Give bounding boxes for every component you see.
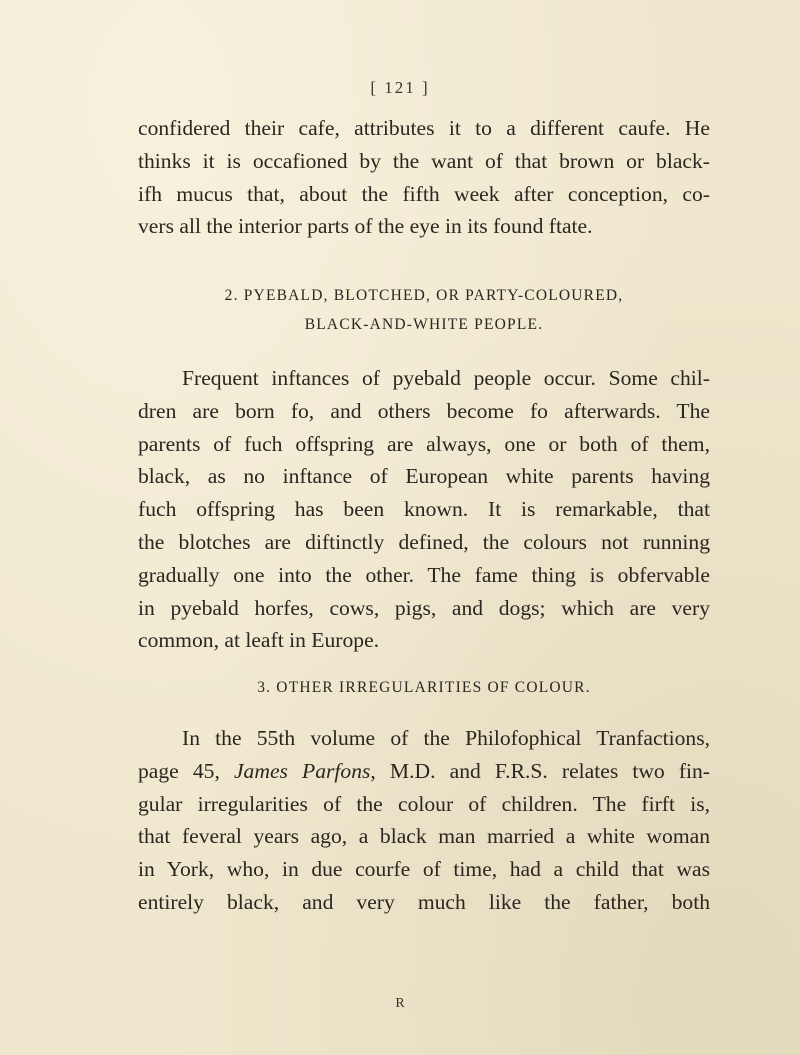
text-segment: , M.D. and F.R.S. relates two fin-	[370, 758, 710, 783]
text-line: in York, who, in due courfe of time, had a child that was	[138, 857, 710, 882]
signature-mark: R	[395, 996, 405, 1011]
text-line: gradually one into the other. The fame thing is obfervable	[138, 562, 710, 587]
text-line: gular irregularities of the colour of children. The firft is,	[138, 791, 710, 816]
text-line: in pyebald horfes, cows, pigs, and dogs; which are very	[138, 595, 710, 620]
text-segment: page 45,	[138, 758, 234, 783]
text-line: that feveral years ago, a black man married a white woman	[138, 824, 710, 849]
text-line: common, at leaft in Europe.	[138, 628, 380, 653]
text-line-content: thinks it is occafioned by the want of that brown or black-	[138, 148, 710, 173]
text-line	[138, 145, 710, 178]
paragraph-continuation	[138, 112, 710, 243]
text-line: In the 55th volume of the Philofophical Tranfactions,	[182, 726, 710, 750]
paragraph-irregularities	[138, 722, 710, 919]
text-line: entirely black, and very much like the father, both	[138, 889, 710, 914]
text-line: parents of fuch offspring are always, one or both of them,	[138, 431, 710, 456]
text-line: confidered their cafe, attributes it to a different caufe. He	[138, 116, 710, 140]
page-number-header: [ 121 ]	[370, 78, 430, 97]
section-heading-2-line2: BLACK-AND-WHITE PEOPLE.	[304, 316, 544, 333]
text-line: fuch offspring has been known. It is remarkable, that	[138, 497, 710, 522]
paragraph-pyebald	[138, 362, 710, 657]
text-line-content: ifh mucus that, about the fifth week after conception, co-	[138, 181, 710, 206]
text-line: Frequent inftances of pyebald people occur. Some chil-	[182, 366, 710, 390]
section-heading-2-line1: 2. PYEBALD, BLOTCHED, OR PARTY-COLOURED,	[224, 287, 624, 304]
text-line: dren are born fo, and others become fo afterwards. The	[138, 398, 710, 423]
section-heading-3: 3. OTHER IRREGULARITIES OF COLOUR.	[257, 679, 591, 696]
text-line	[138, 755, 710, 788]
text-line: the blotches are diftinctly defined, the colours not running	[138, 529, 710, 554]
text-line: vers all the interior parts of the eye in its found ftate.	[138, 214, 593, 239]
text-line: black, as no inftance of European white parents having	[138, 464, 710, 489]
author-name: James Parfons	[233, 758, 371, 783]
text-line	[138, 178, 710, 211]
